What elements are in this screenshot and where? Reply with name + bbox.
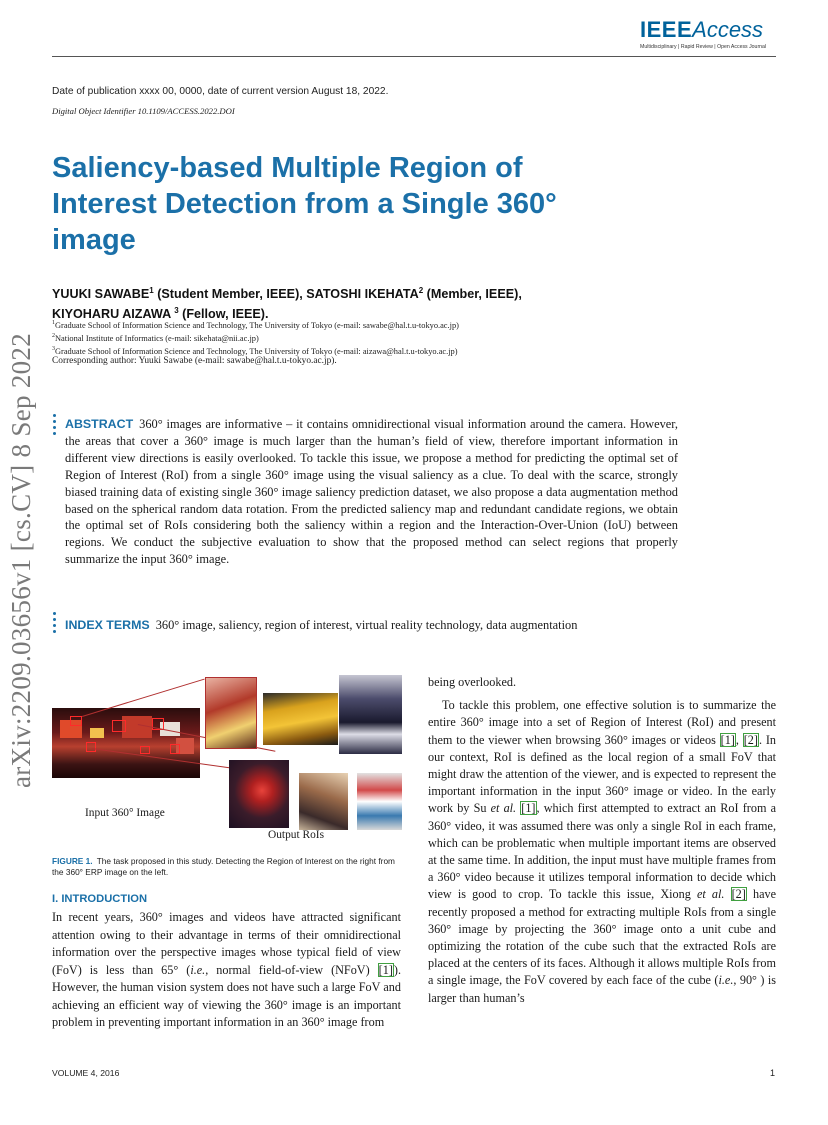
author-name: KIYOHARU AIZAWA: [52, 306, 175, 321]
author-sup: 2: [418, 286, 424, 295]
output-rois-label: Output RoIs: [268, 829, 325, 841]
paragraph: To tackle this problem, one effective solution is to summarize the entire 360° image into a set of Region of Interest (RoI) and present them to the viewer when browsing 360° images or videos [1], [2]. In our context, RoI is defined as the local region of a small FoV that might draw the attention of the viewer, and is expected to represent the important information in the input 360° image or video. In the early work by Su et al. [1], which first attempted to extract an RoI from a 360° video, it was assumed there was only a single RoI in each frame, which can be problematic when multiple important items are observed at the same time. In addition, the input must have multiple frames from a 360° video because it utilizes temporal information to decide which view is good to crop. To tackle this issue, Xiong et al. [2] have recently proposed a method for extracting multiple RoIs from a single 360° image by projecting the 360° image onto a unit cube and optimizing the rotation of the cube such that the extracted RoIs are placed at the centers of its faces. Although it allows multiple RoIs from a single image, the FoV covered by each face of the cube (i.e., 90° ) is larger than human’s: [428, 698, 777, 1005]
right-column-text: [428, 674, 776, 1007]
section-heading-introduction: I. INTRODUCTION: [52, 893, 148, 905]
author-name: SATOSHI IKEHATA: [306, 287, 419, 302]
figure-caption-label: FIGURE 1.: [52, 856, 93, 866]
citation-link[interactable]: [1]: [378, 962, 393, 977]
output-roi-thumbnail: [263, 693, 338, 745]
affiliation: $^1$Graduate School of Information Science and Technology, The University of Tokyo (e-mail: sawabe@hal.t.u-tokyo.ac.jp): [52, 320, 459, 330]
citation-link[interactable]: [1]: [521, 801, 536, 816]
left-column-text: In recent years, 360° images and videos have attracted significant attention owing to their advantage in terms of their omnidirectional information over the perspective images whose typical field of view (FoV) is less than 65° (i.e., normal field-of-view (NFoV) [1]). However, the human vision system does not have such a large FoV and achieving an efficient way of viewing the 360° image is an important problem in preventing important information in an 360° image from: [52, 910, 401, 1029]
citation-link[interactable]: [2]: [743, 732, 758, 747]
arxiv-stamp: arXiv:2209.03656v1 [cs.CV] 8 Sep 2022: [6, 332, 37, 788]
logo-word-ieee: IEEE: [640, 17, 693, 42]
abstract-heading: ABSTRACT: [65, 417, 134, 431]
figure-caption: [52, 856, 402, 878]
logo-word-access: Access: [692, 17, 764, 42]
author-sup: 3: [174, 305, 179, 315]
input-image-label: Input 360° Image: [85, 807, 165, 819]
abstract: [65, 416, 678, 568]
footer-page-number: 1: [770, 1068, 776, 1078]
affiliation: $^3$Graduate School of Information Science and Technology, The University of Tokyo (e-mail: aizawa@hal.t.u-tokyo.ac.jp): [52, 346, 458, 356]
author-role: (Member, IEEE),: [423, 287, 522, 302]
citation-link[interactable]: [1]: [720, 732, 735, 747]
ieee-access-logo: [640, 18, 775, 50]
output-roi-thumbnail: [299, 773, 348, 830]
logo-tagline: Multidisciplinary | Rapid Review | Open Access Journal: [640, 44, 767, 50]
output-roi-thumbnail: [229, 760, 289, 828]
index-terms-text: 360° image, saliency, region of interest, virtual reality technology, data augmentation: [155, 618, 578, 632]
footer-volume: VOLUME 4, 2016: [52, 1068, 120, 1078]
figure-1: [52, 672, 402, 847]
index-dot-bar: [53, 612, 57, 636]
input-360-image: [52, 708, 200, 778]
author-name: YUUKI SAWABE: [52, 287, 150, 302]
author-sup: 1: [149, 286, 154, 295]
publication-date: Date of publication xxxx 00, 0000, date of current version August 18, 2022.: [52, 86, 389, 97]
output-roi-thumbnail: [339, 675, 402, 754]
affiliations: [52, 318, 592, 357]
corresponding-author: Corresponding author: Yuuki Sawabe (e-mail: sawabe@hal.t.u-tokyo.ac.jp).: [52, 356, 337, 366]
author-role: (Student Member, IEEE),: [153, 287, 307, 302]
figure-caption-text: The task proposed in this study. Detecting the Region of Interest on the right from the 360° ERP image on the left.: [52, 856, 395, 877]
author-role: (Fellow, IEEE).: [178, 306, 269, 321]
paper-title: Saliency-based Multiple Region of Interest Detection from a Single 360° image: [52, 152, 557, 256]
index-terms: [65, 617, 685, 633]
output-roi-thumbnail: [205, 677, 257, 749]
paragraph: being overlooked.: [428, 675, 516, 689]
citation-link[interactable]: [2]: [731, 887, 746, 902]
affiliation: $^2$National Institute of Informatics (e-mail: sikehata@nii.ac.jp): [52, 333, 259, 343]
author-list: [52, 283, 612, 322]
abstract-dot-bar: [53, 414, 57, 438]
index-terms-heading: INDEX TERMS: [65, 618, 150, 632]
output-roi-thumbnail: [357, 773, 402, 830]
abstract-text: 360° images are informative – it contains omnidirectional visual information around the camera. However, the areas that cover a 360° image is much larger than the human’s field of view, therefore important information in different view directions is easily overlooked. To tackle this issue, we propose a method for predicting the optimal set of Region of Interest (RoI) from a single 360° image using the visual saliency as a clue. To deal with the scarce, strongly biased training data of existing single 360° image saliency prediction dataset, we also propose a data augmentation method based on the spherical random data rotation. From the predicted saliency map and redundant candidate regions, we obtain the optimal set of RoIs considering both the saliency within a region and the Interaction-Over-Union (IoU) between regions. We conduct the subjective evaluation to show that the proposed method can select regions that properly summarize the input 360° image.: [65, 417, 678, 567]
header-rule: [52, 56, 776, 57]
doi: Digital Object Identifier 10.1109/ACCESS.2022.DOI: [52, 106, 235, 116]
